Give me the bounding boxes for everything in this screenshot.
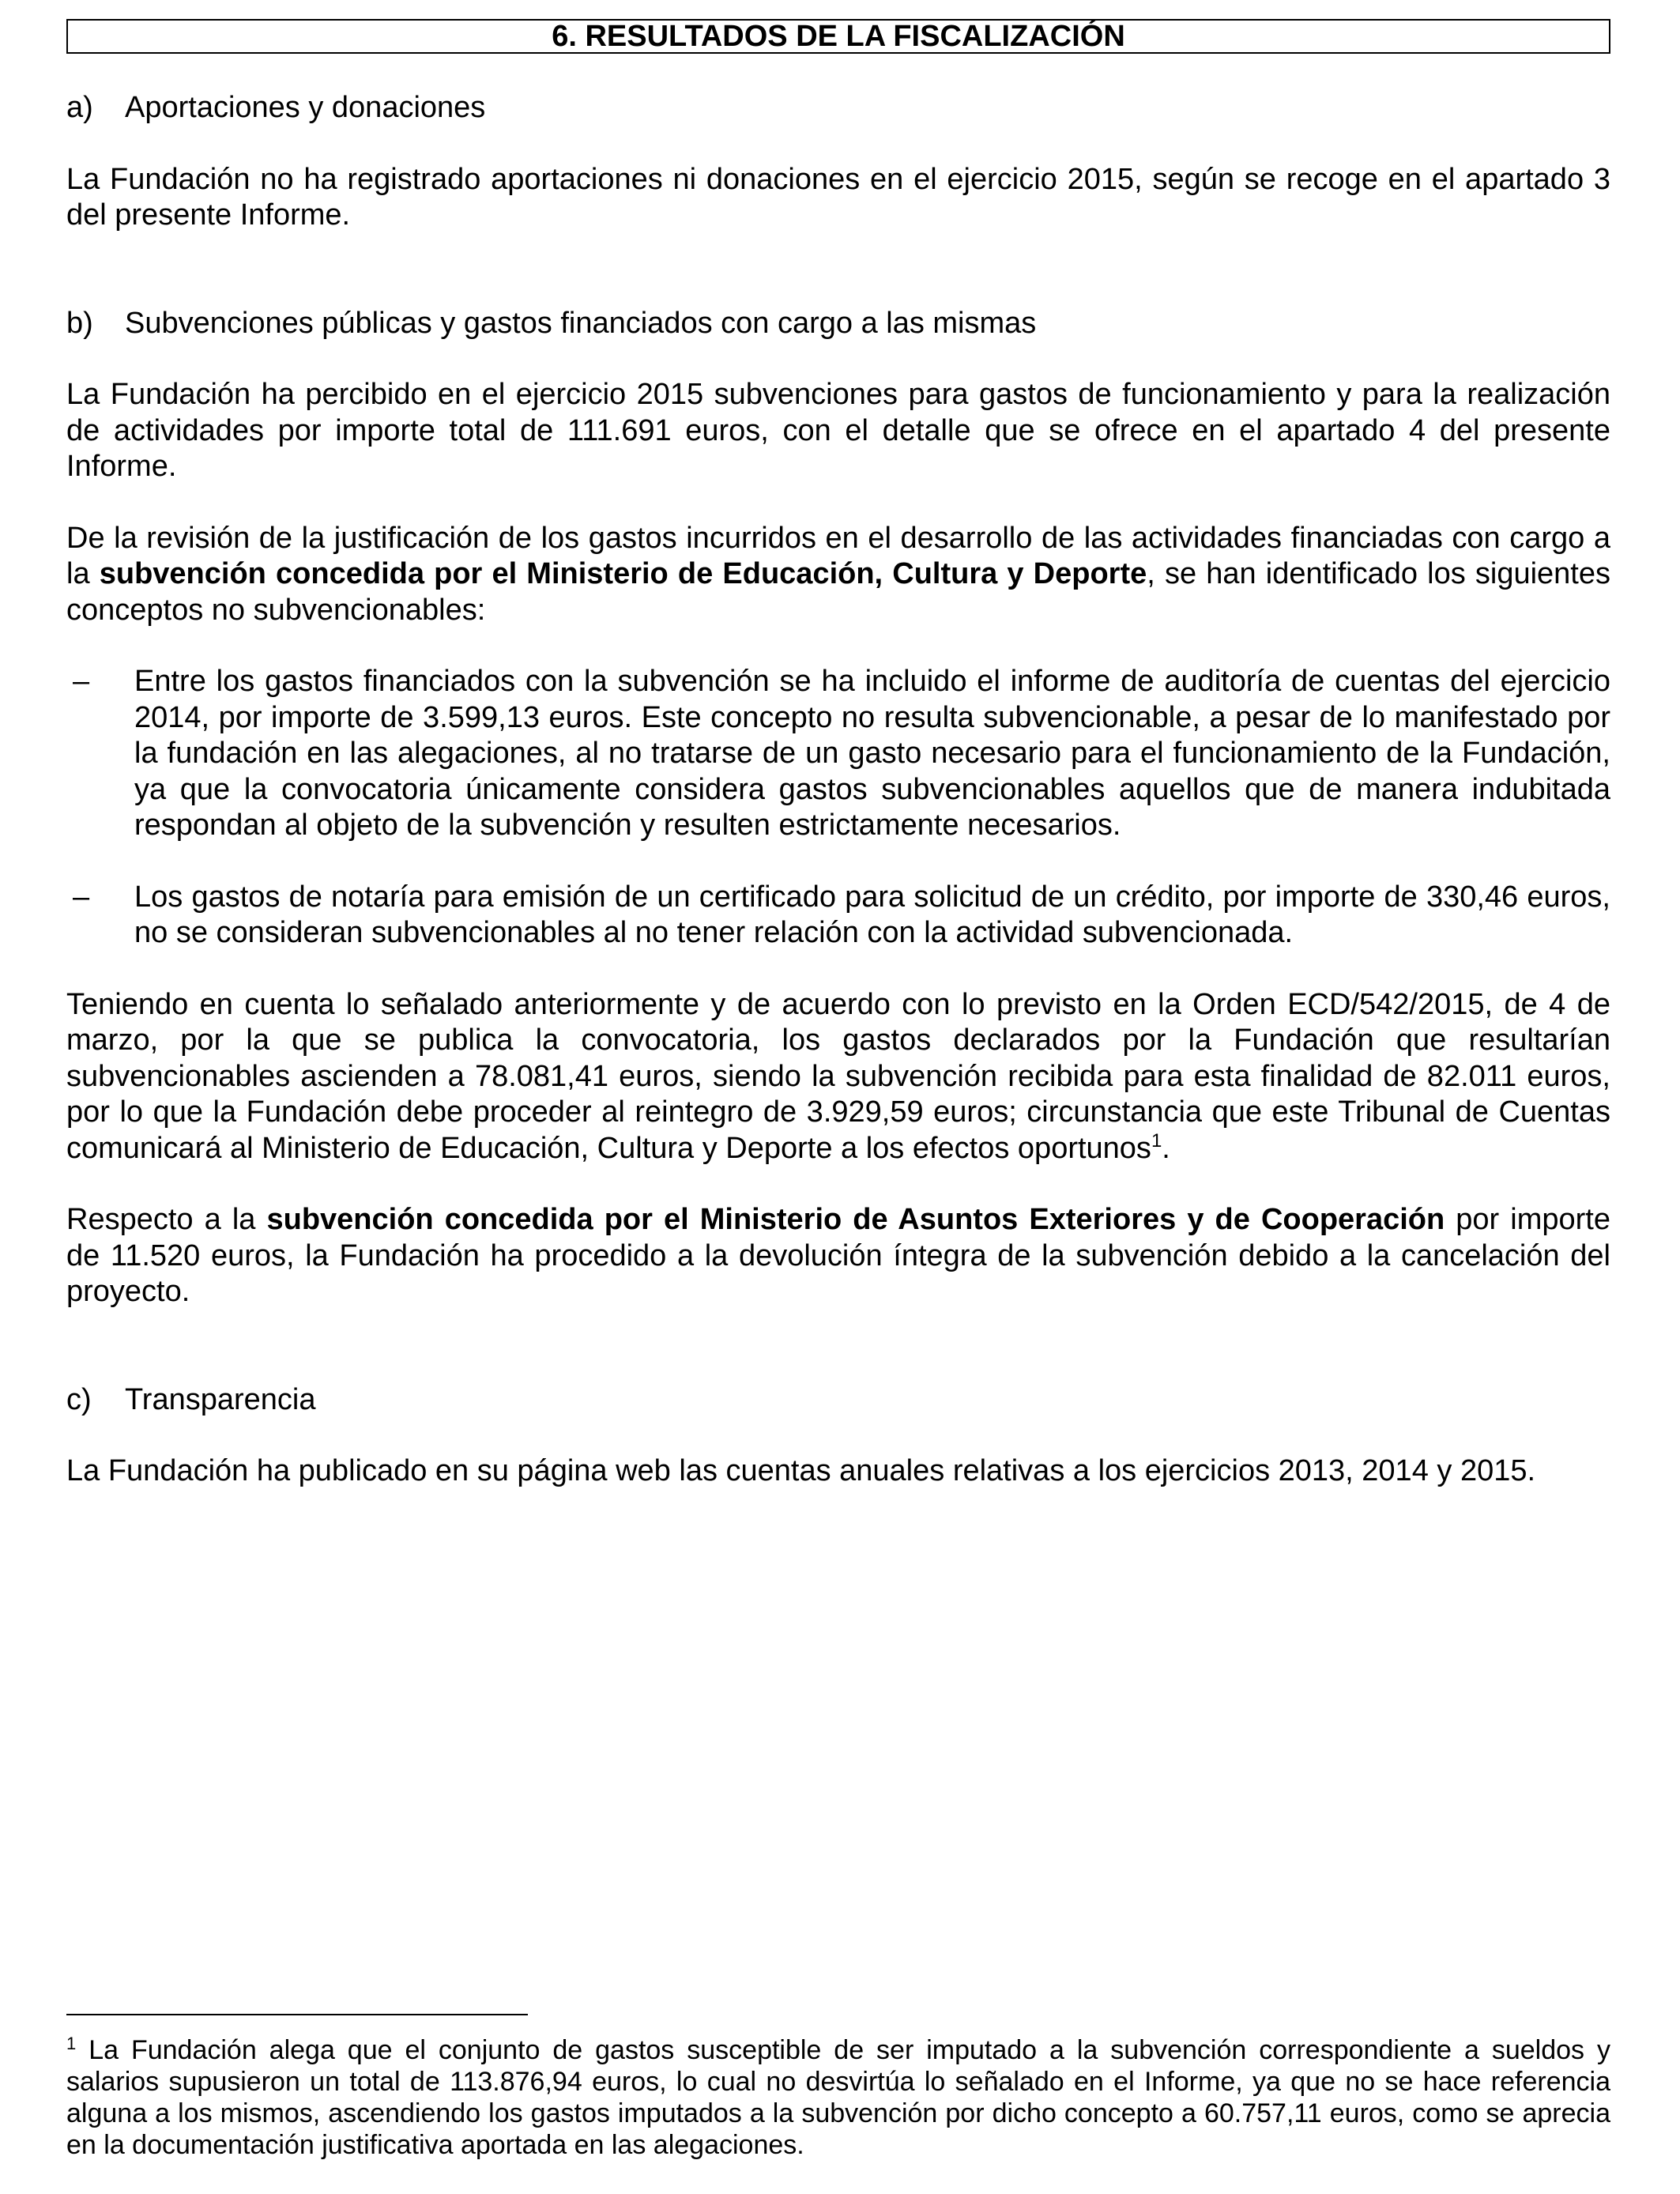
paragraph-text: De la revisión de la justificación de los gastos incurridos en el desarrollo de las actividades financiadas con cargo a la <box>66 521 1610 590</box>
highlighted-grant-foreign-affairs: subvención concedida por el Ministerio de Asuntos Exteriores y de Cooperación <box>266 1203 1445 1236</box>
section-c-letter: c) <box>66 1382 92 1416</box>
section-a-heading <box>66 90 1610 126</box>
paragraph-text: por importe de 11.520 euros, la Fundación ha procedido a la devolución íntegra de la subvención debido a la cancelación del proyecto. <box>66 1203 1610 1308</box>
footnote <box>66 2034 1610 2161</box>
section-b-heading <box>66 306 1610 342</box>
list-item-text: Los gastos de notaría para emisión de un certificado para solicitud de un crédito, por importe de 330,46 euros, no se consideran subvencionables al no tener relación con la actividad subvencionada. <box>134 880 1610 949</box>
section-c-title: Transparencia <box>125 1382 316 1416</box>
footnote-separator <box>66 2014 528 2015</box>
section-b-paragraph-4 <box>66 1202 1610 1310</box>
paragraph-text: . <box>1162 1131 1170 1165</box>
section-c-heading <box>66 1382 1610 1419</box>
footnote-mark: 1 <box>66 2034 77 2053</box>
list-item <box>66 880 1610 952</box>
highlighted-grant-education: subvención concedida por el Ministerio de Educación, Cultura y Deporte <box>99 557 1147 590</box>
section-b-paragraph-2 <box>66 521 1610 629</box>
list-item <box>66 664 1610 844</box>
page-title: 6. RESULTADOS DE LA FISCALIZACIÓN <box>66 19 1610 54</box>
dash-bullet-icon: – <box>73 665 90 698</box>
section-a-letter: a) <box>66 91 93 124</box>
document-page <box>66 19 1610 1490</box>
dash-bullet-icon: – <box>73 880 90 914</box>
section-b-title: Subvenciones públicas y gastos financiados con cargo a las mismas <box>125 306 1037 340</box>
section-b-paragraph-3 <box>66 987 1610 1167</box>
section-a-paragraph: La Fundación no ha registrado aportaciones ni donaciones en el ejercicio 2015, según se recoge en el apartado 3 del presente Informe. <box>66 162 1610 232</box>
section-b-paragraph-1: La Fundación ha percibido en el ejercicio 2015 subvenciones para gastos de funcionamiento y para la realización de actividades por importe total de 111.691 euros, con el detalle que se ofrece en el apartado 4 del presente Informe. <box>66 378 1610 483</box>
list-item-text: Entre los gastos financiados con la subvención se ha incluido el informe de auditoría de cuentas del ejercicio 2014, por importe de 3.599,13 euros. Este concepto no resulta subvencionable, a pesar de lo manifestado por la fundación en las alegaciones, al no tratarse de un gasto necesario para el funcionamiento de la Fundación, ya que la convocatoria únicamente considera gastos subvencionables aquellos que de manera indubitada respondan al objeto de la subvención y resulten estrictamente necesarios. <box>134 665 1610 842</box>
section-a-title: Aportaciones y donaciones <box>125 91 486 124</box>
paragraph-text: Respecto a la <box>66 1203 267 1236</box>
section-b-letter: b) <box>66 306 93 340</box>
section-c-paragraph: La Fundación ha publicado en su página web las cuentas anuales relativas a los ejercicios 2013, 2014 y 2015. <box>66 1454 1536 1487</box>
paragraph-text: , se han identificado los siguientes conceptos no subvencionables: <box>66 557 1610 627</box>
paragraph-text: Teniendo en cuenta lo señalado anteriormente y de acuerdo con lo previsto en la Orden ECD/542/2015, de 4 de marzo, por la que se publica la convocatoria, los gastos declarados por la Fundación que resultarían subvencionables ascienden a 78.081,41 euros, siendo la subvención recibida para esta finalidad de 82.011 euros, por lo que la Fundación debe proceder al reintegro de 3.929,59 euros; circunstancia que este Tribunal de Cuentas comunicará al Ministerio de Educación, Cultura y Deporte a los efectos oportunos <box>66 987 1610 1165</box>
footnote-reference[interactable]: 1 <box>1151 1129 1162 1152</box>
footnote-text: La Fundación alega que el conjunto de gastos susceptible de ser imputado a la subvención correspondiente a sueldos y salarios supusieron un total de 113.876,94 euros, lo cual no desvirtúa lo señalado en el Informe, ya que no se hace referencia alguna a los mismos, ascendiendo los gastos imputados a la subvención por dicho concepto a 60.757,11 euros, como se aprecia en la documentación justificativa aportada en las alegaciones. <box>66 2035 1610 2160</box>
